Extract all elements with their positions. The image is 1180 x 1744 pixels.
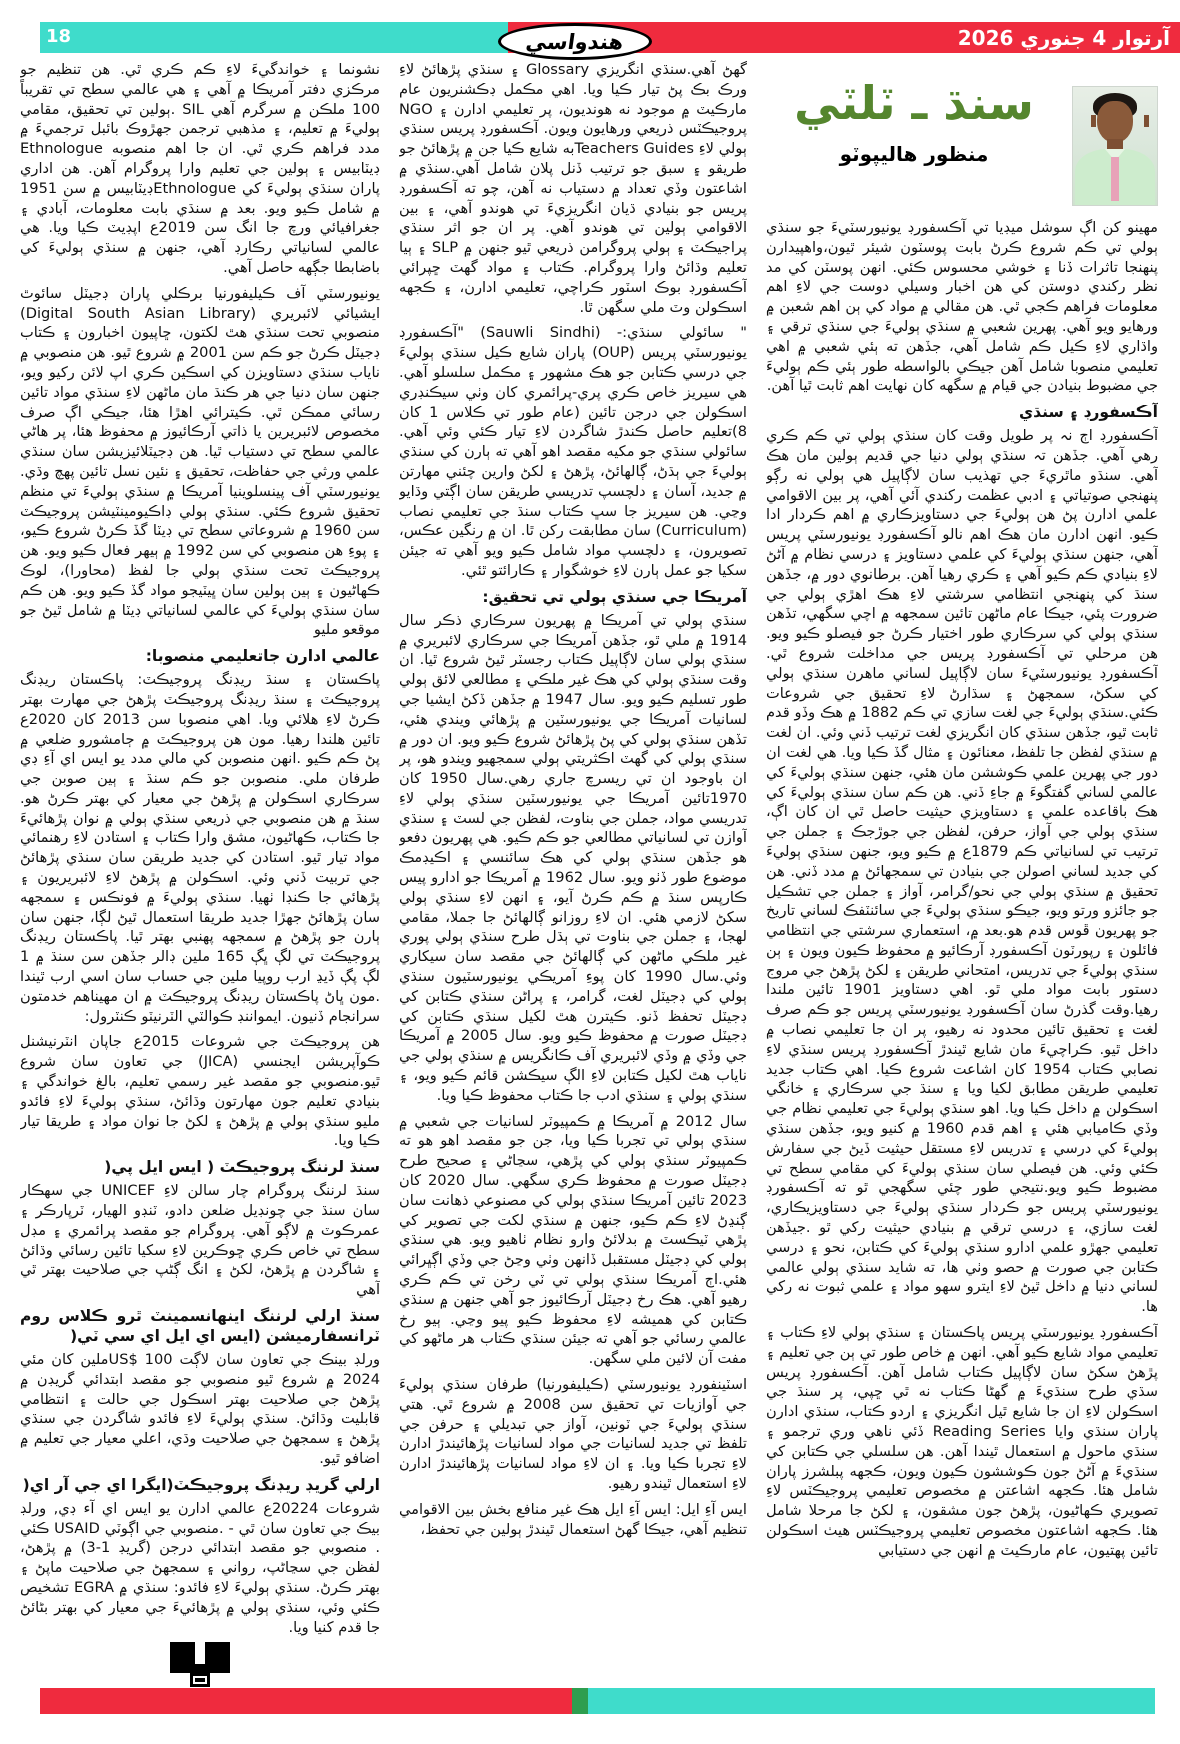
- article-content: [20, 60, 1158, 1660]
- body-paragraph: آڪسفورڊ يونيورسٽي پريس پاڪستان ۽ سنڌي ٻولي لاءِ ڪتاب ۽ تعليمي مواد شايع ڪيو آهي. انهن ۾ خاص طور تي ٻن جي تعليم ۽ پڙهڻ سکڻ سان لاڳاپيل ڪتاب شامل آهن. آڪسفورڊ پريس سڌي طرح سنڌيءَ ۾ گهڻا ڪتاب نه ٿي ڇپي، پر سنڌ جي اسڪولن لاءِ ان جا شايع ٿيل انگريزي ۽ اردو ڪتاب، سنڌي ادارن پاران سنڌي وايا Reading Series ڏئي ناهي وري ترجمو ۽ سنڌي ماحول ۾ استعمال ٿيندا آهن. هن سلسلي جي ڪتابن کي سنڌيءَ ۾ آڻڻ جون ڪوششون ڪيون ويون، ڪجهه پبلشرز پاران شامل هئا. ڪجهه اشاعتن ۾ مخصوص تعليمي پروجيڪٽس لاءِ تصويري ڪهاڻيون، پڙهڻ جون مشقون، ۽ لکڻ جا مرحلا شامل هئا. ڪجهه اشاعتون مخصوص تعليمي پروجيڪٽس هيٺ اسڪولن تائين پهتيون، عام مارڪيٽ ۾ انهن جي دستيابي: [766, 1324, 1158, 1559]
- masthead-logo: [498, 23, 652, 60]
- issue-date: آرتوار 4 جنوري 2026: [957, 25, 1170, 50]
- body-paragraph: مهينو کن اڳ سوشل ميڊيا تي آڪسفورڊ يونيورسٽيءَ جو سنڌي ٻولي تي ڪم شروع ڪرڻ بابت پوسٽون شيئر ٿيون،واهپيدارن پنهنجا تاثرات ڏنا ۽ خوشي محسوس ڪئي. انهن پوسٽن کي مد نظر رکندي دوستن کي هن اخبار وسيلي دوست جي لاءِ اهم معلومات فراهم ڪجي ٿي. هن مقالي ۾ مواد کي ٻن اهم شعبن ۾ ورهايو ويو آهي. پهرين شعبي ۾ سنڌي ٻوليءَ جي سنڌي ترقي ۽ واڌاري لاءِ ڪيل ڪم شامل آهي، جڏهن ته ٻئي شعبي ۾ اهي تعليمي منصوبا شامل آهن جيڪي بالواسطه طور ٻئي ڪم ٻوليءَ جي مضبوط بنيادن جي قيام ۾ سگهه کان نهايت اهم ثابت ٿيا آهن.: [766, 219, 1158, 395]
- body-paragraph: ايس آءِ ايل: ايس آءِ ايل هڪ غير منافع بخش بين الاقوامي تنظيم آهي، جيڪا گهڻ استعمال ٿيندڙ ٻولين جي تحفظ،: [399, 1500, 747, 1538]
- column-left: [20, 60, 380, 1660]
- bottom-bar-green-segment: [572, 1688, 588, 1714]
- article-author: منظور هاليپوٽو: [839, 142, 989, 166]
- subheading: سنڌ لرننگ پروجيڪٽ ( ايس ايل پي(: [104, 1158, 380, 1177]
- page-number: 18: [46, 26, 72, 47]
- column-right-text: [766, 218, 1158, 1561]
- subheading: ارلي گريڊ ريڊنگ پروجيڪٽ(ايگرا اي جي آر اي(: [22, 1475, 380, 1494]
- column-right: [766, 60, 1158, 1660]
- printer-mark-icon: [168, 1642, 232, 1688]
- body-paragraph: ورلڊ بينڪ جي تعاون سان لاڳت US$ 100ملين کان مئي 2024 ۾ شروع ٿيو منصوبي جو مقصد ابتدائي گريڊن ۾ پڙهڻ جي صلاحيت بهتر اسڪول جي حالت ۽ انتظامي قابليت وڌائڻ. سنڌي ٻوليءَ لاءِ فائدو شاگردن جي سنڌي پڙهڻ ۽ سمجهڻ جي صلاحيت وڌي، اعلي معيار جي تعليم ۾ اضافو ٿيو.: [20, 1351, 380, 1467]
- header-teal-segment: [40, 22, 508, 53]
- body-paragraph: نشونما ۽ خواندگيءَ لاءِ ڪم ڪري ٿي. هن تنظيم جو مرڪزي دفتر آمريڪا ۾ آهي ۽ هي عالمي سطح تي تقريباً 100 ملڪن ۾ سرگرم آهي SIL .ٻولين تي تحقيق، مقامي ٻوليءَ ۾ تعليم، ۽ مذهبي ترجمن جهڙوڪ بائبل ترجميءَ ۾ مدد فراهم ڪري ٿي. ان جا اهم منصوبه Ethnologue ڊيٽابيس ۽ ٻولين جي تعليم وارا پروگرام آهن. هن اداري پاران سنڌي ٻوليءَ کي Ethnologueڊيٽابيس ۾ سن 1951 ۾ شامل ڪيو ويو. بعد ۾ سنڌي بابت معلومات، آبادي ۽ جغرافيائي ورچ جا انگ سن 2019ع اپڊيٽ ڪيا ويا. هي عالمي لسانياتي رڪارڊ آهي، جنهن ۾ سنڌي ٻوليءَ کي باضابطا جڳهه حاصل آهي.: [20, 61, 380, 276]
- column-middle-text: [399, 60, 747, 1539]
- article-title: سنڌ ـ ٽلٽي: [794, 76, 1034, 130]
- photo-face: [1097, 101, 1133, 143]
- column-left-text: [20, 60, 380, 1637]
- body-paragraph: گهڻ آهي.سنڌي انگريزي Glossary ۽ سنڌي پڙهائڻ لاءِ ورڪ بڪ پڻ تيار ڪيا ويا. اهي مڪمل ڊڪشنريون عام مارڪيٽ ۾ موجود نه هونديون، پر تعليمي ادارن ۽ NGO پروجيڪٽس ذريعي ورهايون ويون. آڪسفورڊ پريس سنڌي ٻولي لاءِ Teachers Guidesبه شايع ڪيا جن ۾ پڙهائڻ جو طريقو ۽ سبق جو ترتيب ڏنل پلان شامل آهي.سنڌي ۾ اشاعتون وڏي تعداد ۾ دستياب نه آهن، چو ته آڪسفورڊ پريس جو بنيادي ڌيان انگريزيءَ تي هوندو آهي، ۽ بين الاقوامي ٻولين تي هوندو آهي. پر ان جو اثر سنڌي پراجيڪٽ ۽ ٻولي پروگرامن ذريعي ٿيو جنهن ۾ SLP ۽ ٻيا تعليم وڌائڻ وارا پروگرام. ڪتاب ۽ مواد گهٽ ڇپرائي آڪسفورڊ بوڪ اسٽور ڪراچي، تعليمي ادارن، ۽ ڪجهه اسڪولن وٽ ملي سگهن ٿا.: [399, 61, 747, 316]
- body-paragraph: شروعات 20224ع عالمي ادارن يو ايس اي آء ڊي, ورلڊ بيڪ جي تعاون سان ٿي - .منصوبي جي اڳوٽي USAID ڪئي . منصوبي جو مقصد ابتدائي درجن (گريڊ 1-3) ۾ پڙهڻ، لفظن جي سڃاڻپ، رواني ۽ سمجهڻ جي صلاحيت ماپڻ ۽ بهتر ڪرڻ. سنڌي ٻوليءَ لاءِ فائدو: سنڌي ۾ EGRA تشخيص ڪئي وئي، سنڌي ٻولي ۾ پڙهائيءَ جي معيار کي بهتر بڻائڻ جا قدم کنيا ويا.: [20, 1499, 380, 1636]
- body-paragraph: آڪسفورڊ اڄ نہ پر طويل وقت کان سنڌي ٻولي تي ڪم ڪري رهي آهي. جڏهن تہ سنڌي ٻولي دنيا جي قديم ٻولين مان هڪ آهي. سنڌو ماٿريءَ جي تهذيب سان لاڳاپيل هي ٻولي نه رڳو پنهنجي صوتياتي ۽ ادبي عظمت رکندي آئي آهي، پر بين الاقوامي علمي ادارن پڻ هن ٻوليءَ جي دستاويزڪاري ۾ اهم ڪردار ادا ڪيو. انهن ادارن مان هڪ اهم نالو آڪسفورڊ يونيورسٽي پريس آهي، جنهن سنڌي ٻوليءَ کي علمي دستاويز ۽ درسي نظام ۾ آڻڻ لاءِ بنيادي ڪم ڪيو آهي ۽ ڪري رهيا آهن. برطانوي دور ۾، جڏهن سنڌ کي پنهنجي انتظامي سرشتي لاءِ هڪ اهڙي ٻولي جي ضرورت پئي، جيڪا عام ماڻهن تائين سمجهه ۾ اچي سگهي، تڏهن سنڌي ٻولي کي سرڪاري طور اختيار ڪرڻ جو فيصلو ڪيو ويو. هن مرحلي تي آڪسفورڊ پريس جي مداخلت شروع ٿي. آڪسفورڊ يونيورسٽيءَ سان لاڳاپيل لساني ماهرن سنڌي ٻولي کي سکڻ، سمجهڻ ۽ سڌارڻ لاءِ تحقيق جي شروعات ڪئي.سنڌي ٻوليءَ جي لغت سازي تي ڪم 1882 ۾ هڪ وڏو قدم ثابت ٿيو، جڏهن سنڌي کان انگريزي لغت ترتيب ڏني وئي. ان لغت ۾ سنڌي لفظن جا تلفظ، معنائون ۽ مثال گڏ ڪيا ويا. هي لغت ان دور جي پهرين علمي ڪوششن مان هئي، جنهن سنڌي ٻوليءَ کي عالمي لساني گفتگوءَ ۾ جاءِ ڏني. هن ڪم سان سنڌي ٻوليءَ کي هڪ باقاعده علمي ۽ دستاويزي حيثيت حاصل ٿي ان کان اڳ، سنڌي ٻولي جي آواز، حرفن، لفظن جي جوڙجڪ ۽ جملن جي ترتيب تي لسانياتي ڪم 1879ع ۾ ڪيو ويو، جنهن سنڌي ٻوليءَ کي جديد لساني اصولن جي بنيادن تي سمجهائڻ ۾ مدد ڏني. هن تحقيق ۾ سنڌي ٻولي جي نحو/گرامر، آواز ۽ جملن جي تشڪيل جو جائزو ورتو ويو، جيڪو سنڌي ٻوليءَ جي سائنٽفڪ لساني تاريخ جو پهريون ڦوس قدم هو.بعد ۾، استعماري سرشتي جي انتظامي فائلون ۽ رپورٽون آڪسفورڊ آرڪائيو ۾ محفوظ ڪيون ويون ۽ ٻن سنڌي ٻوليءَ جي تدريس، امتحاني طريقن ۽ لکڻ پڙهڻ جي مروج دستور بابت مواد ملي ٿو. اهي دستاويز 1901 تائين ملندا رهيا.وقت گذرڻ سان آڪسفورڊ يونيورسٽي پريس جو ڪم صرف لغت ۽ تحقيق تائين محدود نه رهيو، پر ان جا تعليمي نصاب ۾ داخل ٿيو. ڪراچيءَ مان شايع ٿيندڙ آڪسفورڊ پريس سنڌي لاءِ نصابي ڪتاب 1954 کان اشاعت شروع ڪيا. اهي ڪتاب جديد تعليمي طريقن مطابق لکيا ويا ۽ سنڌ جي سرڪاري ۽ خانگي اسڪولن ۾ داخل ڪيا ويا. اهو سنڌي ٻوليءَ جي تعليمي نظام جي وڏي ڪاميابي هئي ۽ اهم قدم 1960 ۾ کنيو ويو، جڏهن سنڌي ٻوليءَ کي درسي ۽ تدريس لاءِ مستقل حيثيت ڏيڻ جي سفارش ڪئي وئي. هن فيصلي سان سنڌي ٻوليءَ کي مقامي سطح تي مضبوط ڪيو ويو.نتيجي طور چئي سگهجي ٿو ته آڪسفورڊ يونيورسٽي پريس جو ڪردار سنڌي ٻوليءَ جي دستاويزيڪاري، لغت سازي، ۽ درسي ترقي ۾ بنيادي حيثيت رکي ٿو .جيڏهن تعليمي جهڙو علمي ادارو سنڌي ٻوليءَ کي ڪتابن، نحو ۽ درسي ڪتابن جي صورت ۾ حصو وٺي ها، ته شايد سنڌي ٻولي عالمي لساني دنيا ۾ داخل ٿيڻ لاءِ ايترو سهو مواد ۽ علمي ثبوت نه رکي ها.: [766, 427, 1158, 1316]
- subheading: آڪسفورڊ ۽ سنڌي: [1018, 403, 1158, 422]
- photo-tie: [1111, 157, 1119, 201]
- body-paragraph: " سائولي سنڌي:- (Sauwli Sindhi) "آڪسفورڊ يونيورسٽي پريس (OUP) پاران شايع ڪيل سنڌي ٻوليءَ جي درسي ڪتابن جو هڪ مشهور ۽ مڪمل سلسلو آهي. هي سيريز خاص ڪري پري-پرائمري کان وٺي سيڪنڊري اسڪولن جي درجن تائين (عام طور تي ڪلاس 1 کان 8)تعليم حاصل ڪندڙ شاگردن لاءِ تيار ڪئي وئي آهي. سائولي سنڌي جو مکيه مقصد اهو آهي ته ٻارن کي سنڌي ٻوليءَ جي ٻڌڻ، ڳالهائڻ، پڙهڻ ۽ لکڻ وارين چئني مهارتن ۾ جديد، آسان ۽ دلچسپ تدريسي طريقن سان اڳتي وڌايو وڃي. هن سيريز جا سڀ ڪتاب سنڌ جي تعليمي نصاب (Curriculum) سان مطابقت رکن ٿا. ان ۾ رنگين عڪس، تصويرون، ۽ دلچسپ مواد شامل ڪيو ويو آهي ته جيئن سکيا جو عمل ٻارن لاءِ خوشگوار ۽ ڪارائتو ٿئي.: [399, 324, 747, 579]
- subheading: عالمي ادارن جاتعليمي منصوبا:: [145, 647, 380, 666]
- bottom-bar-red-segment: [40, 1688, 572, 1714]
- column-middle: [399, 60, 747, 1660]
- bottom-bar: [40, 1688, 1155, 1714]
- subheading: آمريڪا جي سنڌي ٻولي تي تحقيق:: [482, 587, 747, 606]
- title-stack: [766, 60, 1062, 166]
- bottom-bar-teal-segment: [588, 1688, 1155, 1714]
- body-paragraph: سال 2012 ۾ آمريڪا ۾ ڪمپيوٽر لسانيات جي شعبي ۾ سنڌي ٻولي تي تجربا ڪيا ويا، جن جو مقصد اهو هو ته ڪمپيوٽر سنڌي ٻولي کي پڙهي، سڃاڻي ۽ صحيح طرح ڊجيٽل صورت ۾ محفوظ ڪري سگهي. سال 2020 کان 2023 تائين آمريڪا سنڌي ٻولي کي مصنوعي ذهانت سان ڳنڍڻ لاءِ ڪم ڪيو، جنهن ۾ سنڌي لکت جي تصوير کي پڙهي ٽيڪسٽ ۾ بدلائڻ وارو نظام ٺاهيو ويو. هي سنڌي ٻولي کي ڊجيٽل مستقبل ڏانهن وٺي وڃڻ جي وڏي اڳڀرائي هئي.اڄ آمريڪا سنڌي ٻولي تي ٽي رخن تي ڪم ڪري رهيو آهي. هڪ رخ ڊجيٽل آرڪائيوز جو آهي جنهن ۾ سنڌي ڪتابن کي هميشه لاءِ محفوظ ڪيو پيو وڃي. ٻيو رخ عالمي رسائي جو آهي ته جيئن سنڌي ڪتاب هر ماڻهو کي مفت آن لائين ملي سگهن.: [399, 1112, 747, 1368]
- masthead-title: هندواسي: [524, 29, 626, 54]
- body-paragraph: سنڌ لرننگ پروگرام چار سالن لاءِ UNICEF جي سهڪار سان سنڌ جي چونڊيل ضلعن دادو، ٽنڊو الهيار، ٽرپارڪر ۽ عمرڪوٽ ۾ لاڳو آهي. پروگرام جو مقصد پرائمري ۽ مڊل سطح تي خاص ڪري ڇوڪرين لاءِ سکيا تائين رسائي وڌائڻ ۽ شاگردن ۾ پڙهڻ، لکڻ ۽ انگ ڳڻپ جي صلاحيت بهتر ٿي آهي: [20, 1182, 380, 1299]
- subheading: سنڌ ارلي لرننگ اينهانسمينٽ ٿرو ڪلاس روم ٽرانسفارميشن (ايس اي ايل اي سي ٽي(: [20, 1307, 380, 1346]
- article-title-block: [766, 60, 1158, 208]
- body-paragraph: سنڌي ٻولي تي آمريڪا ۾ پهريون سرڪاري ذڪر سال 1914 ۾ ملي ٿو، جڏهن آمريڪا جي سرڪاري لائبريري ۾ سنڌي ٻولي سان لاڳاپيل ڪتاب رجسٽر ٿيڻ شروع ٿيا. ان وقت سنڌي ٻولي کي هڪ غير ملڪي ۽ مطالعي لائق ٻولي طور تسليم ڪيو ويو. سال 1947 ۾ جڏهن ڏکڻ ايشيا جي لسانيات آمريڪا جي يونيورسٽين ۾ پڙهائي ويندي هئي، تڏهن سنڌي ٻولي کي پڻ پڙهائڻ شروع ڪيو ويو. ان دور ۾ سنڌي ٻولي کي گهٽ اڪثريتي ٻولي سمجهيو ويندو هو، پر ان باوجود ان تي ريسرچ جاري رهي.سال 1950 کان 1970تائين آمريڪا جي يونيورسٽين سنڌي ٻولي لاءِ تدريسي مواد، جملن جي بناوت، لفظن جي لسٽ ۽ سنڌي آوازن تي لسانياتي مطالعي جو ڪم ڪيو. هي پهريون دفعو هو جڏهن سنڌي ٻولي کي هڪ سائنسي ۽ اڪيڊمڪ موضوع طور ڏٺو ويو. سال 1962 ۾ آمريڪا جو ادارو پيس ڪارپس سنڌ ۾ ڪم ڪرڻ آيو، ۽ انهن لاءِ سنڌي ٻولي سکڻ لازمي هئي. ان لاءِ روزانو ڳالهائڻ جا جملا، مقامي لهجا، ۽ جملن جي بناوت تي ٻڌل طرح سنڌي ٻولي پوري غير ملڪي ماڻهن کي ڳالهائڻ جي مقصد سان سيکاري وئي.سال 1990 کان پوءِ آمريڪي يونيورسٽيون سنڌي ٻولي کي ڊجيٽل لغت، گرامر، ۽ پراڻن سنڌي ڪتابن کي ڊجيٽل تحفظ ڏنو. ڪيترن هٿ لکيل سنڌي ڪتابن کي ڊجيٽل صورت ۾ محفوظ ڪيو ويو. سال 2005 ۾ آمريڪا جي وڏي ۾ وڏي لائبريري آف ڪانگريس ۾ سنڌي ٻولي جي ناياب هٿ لکيل ڪتابن لاءِ الڳ سيڪشن قائم ڪيو ويو، ۽ سنڌي ٻولي ۽ سنڌي ادب جا ڪتاب محفوظ ڪيا ويا.: [399, 611, 747, 1104]
- author-photo: [1072, 86, 1158, 206]
- body-paragraph: هن پروجيڪٽ جي شروعات 2015ع جاپان انٽرنيشنل ڪوآپريشن ايجنسي (JICA) جي تعاون سان شروع ٿيو.منصوبي جو مقصد غير رسمي تعليم، بالغ خواندگي ۽ بنيادي تعليم جون مهارتون وڌائڻ، سنڌي ٻوليءَ لاءِ فائدو مليو سنڌي ٻولي ۾ پڙهڻ ۽ لکڻ جا نوان مواد ۽ طريقا تيار ڪيا ويا.: [20, 1033, 380, 1150]
- body-paragraph: اسٽينفورڊ يونيورسٽي (ڪيليفورنيا) طرفان سنڌي ٻوليءَ جي آوازيات تي تحقيق سن 2008 ۾ شروع ٿي. هتي سنڌي ٻوليءَ جي ٽونين، آواز جي تبديلي ۽ حرفن جي تلفظ تي جديد لسانيات جي مواد لسانيات پڙهائيندڙ ادارن لاءِ تجربا ڪيا ويا. ۽ ان لاءِ مواد لسانيات پڙهائيندڙ ادارن لاءِ استعمال ٿيندو رهيو.: [399, 1376, 747, 1492]
- body-paragraph: پاڪستان ۽ سنڌ ريڊنگ پروجيڪٽ: پاڪستان ريڊنگ پروجيڪٽ ۽ سنڌ ريڊنگ پروجيڪٽ پڙهڻ جي مهارت بهتر ڪرڻ لاءِ هلائي ويا. اهي منصوبا سن 2013 کان 2020ع تائين هلندا رهيا. مون هن پروجيڪٽ ۾ ڄامشورو ضلعي ۾ پڻ ڪم ڪيو .انهن منصوبن کي مالي مدد يو ايس اي آءِ ڊي طرفان ملي. منصوبن جو ڪم سنڌ ۽ ٻين صوبن جي سرڪاري اسڪولن ۾ پڙهڻ جي معيار کي بهتر ڪرڻ هو. سنڌ ۾ هن منصوبي جي ذريعي سنڌي ٻولي ۾ نوان پڙهائيءَ جا ڪتاب، ڪهاڻيون، مشق وارا ڪتاب ۽ استادن لاءِ رهنمائي مواد تيار ٿيو. استادن کي جديد طريقن سان سنڌي پڙهائڻ جي تربيت ڏني وئي. اسڪولن ۾ پڙهڻ لاءِ لائبريريون ۽ پڙهائي جا ڪنڊا ٺهيا. سنڌي ٻوليءَ ۾ فونڪس ۽ سمجهه سان پڙهائڻ جهڙا جديد طريقا استعمال ٿيڻ لڳا، جنهن سان ٻارن جو پڙهڻ ۾ سمجهه پهنبي بهتر ٿيا. پاڪستان ريڊنگ پروجيڪٽ تي لڳ ڀڳ 165 ملين ڊالر جڏهن سن سنڌ ۾ 1 لڳ پڳ ڏيڍ ارب روپيا ملين جي حساب سان اسي ارب ٿيندا .مون ڀاڻ پاڪستان ريڊنگ پروجيڪٽ ۾ ان مهيناھم خدمتون سرانجام ڏنيون. ايمواننڊ ڪوالٽي الٽرنيٽو ڪنٽرول:: [20, 671, 380, 1025]
- body-paragraph: يونيورسٽي آف ڪيليفورنيا برڪلي پاران ڊجيٽل سائوٿ ايشيائي لائبريري (Digital South Asian Library) منصوبي تحت سنڌي هٿ لکتون، ڇاپيون اخبارون ۽ ڪتاب ڊجيٽل ڪرڻ جو ڪم سن 2001 ۾ شروع ٿيو. هن منصوبي ۾ ناياب سنڌي دستاويزن کي اسڪين ڪري اپ لائن رکيو ويو، جنهن سان دنيا جي هر ڪنڌ مان ماڻهن لاءِ سنڌي مواد تائين رسائي ممڪن ٿي. ڪيترائي اهڙا هئا، جيڪي اڳ صرف مخصوص لائبريرين يا ذاتي آرڪائيوز ۾ محفوظ هئا، پر هاڻي عالمي سطح تي دستياب ٿيا. هن ڊجيٽلائيزيشن سان سنڌي علمي ورثي جي حفاظت، تحقيق ۽ نئين نسل تائين پهچ وڌي. يونيورسٽي آف پينسلوينيا آمريڪا ۾ سنڌي ٻوليءَ تي منظم تحقيق شروع ڪئي. سنڌي ٻولي ڊاڪيومينٽيشن پروجيڪٽ سن 1960 ۾ شروعاتي سطح تي ڊيٽا گڏ ڪرڻ شروع ڪيو، ۽ پوءِ هن منصوبي کي سن 1992 ۾ ٻيهر فعال ڪيو ويو. هن پروجيڪٽ تحت سنڌي ٻولي جا لفظ (محاورا)، لوڪ ڪهاڻيون ۽ ٻين ٻولين سان ڀيٽيجو مواد گڏ ڪيو ويو. هن ڪم سان سنڌي ٻوليءَ کي عالمي لسانياتي ڊيٽا ۾ شامل ٿيڻ جو موقعو مليو: [20, 284, 380, 639]
